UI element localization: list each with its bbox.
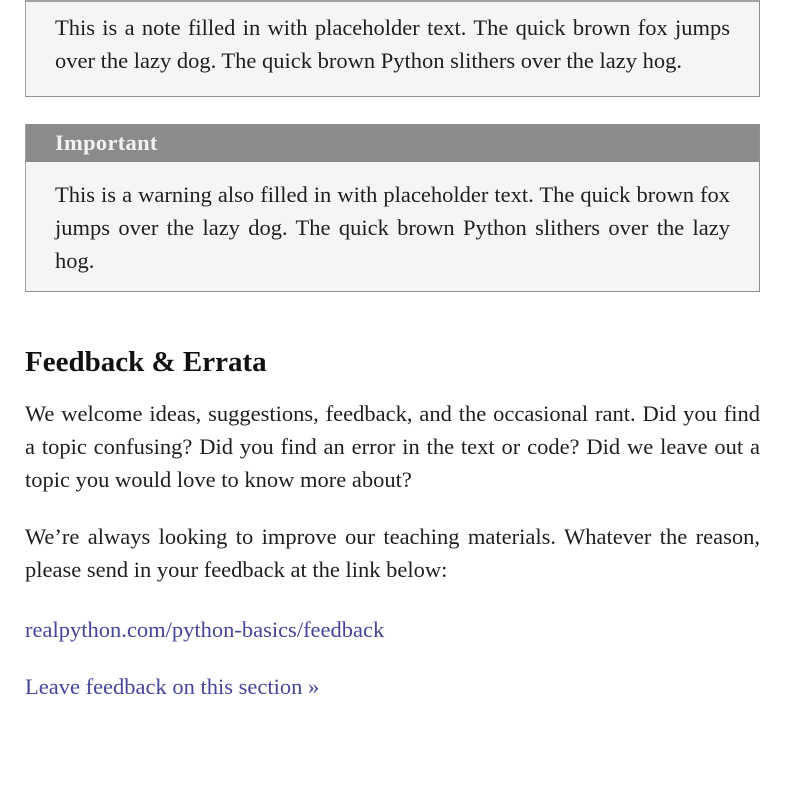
warning-header (26, 124, 759, 162)
paragraph-welcome: We welcome ideas, suggestions, feedback, and the occasional rant. Did you find a topic confusing? Did you find an error in the text or code? Did we leave out a topic you would love to know more about? (25, 401, 760, 492)
leave-feedback-link[interactable]: Leave feedback on this section » (25, 674, 320, 699)
warning-text: This is a warning also filled in with placeholder text. The quick brown fox jumps over the lazy dog. The quick brown Python slithers over the lazy hog. (55, 182, 730, 273)
note-text: This is a note filled in with placeholder text. The quick brown fox jumps over the lazy dog. The quick brown Python slithers over the lazy hog. (55, 15, 730, 73)
paragraph-improve: We’re always looking to improve our teaching materials. Whatever the reason, please send in your feedback at the link below: (25, 524, 760, 582)
feedback-url-link[interactable]: realpython.com/python-basics/feedback (25, 617, 385, 642)
leave-feedback-line (25, 670, 760, 703)
warning-admonition (25, 124, 760, 292)
feedback-url-line (25, 613, 760, 646)
section-heading: Feedback & Errata (25, 346, 267, 378)
note-admonition (25, 0, 760, 97)
warning-title: Important (55, 130, 158, 155)
